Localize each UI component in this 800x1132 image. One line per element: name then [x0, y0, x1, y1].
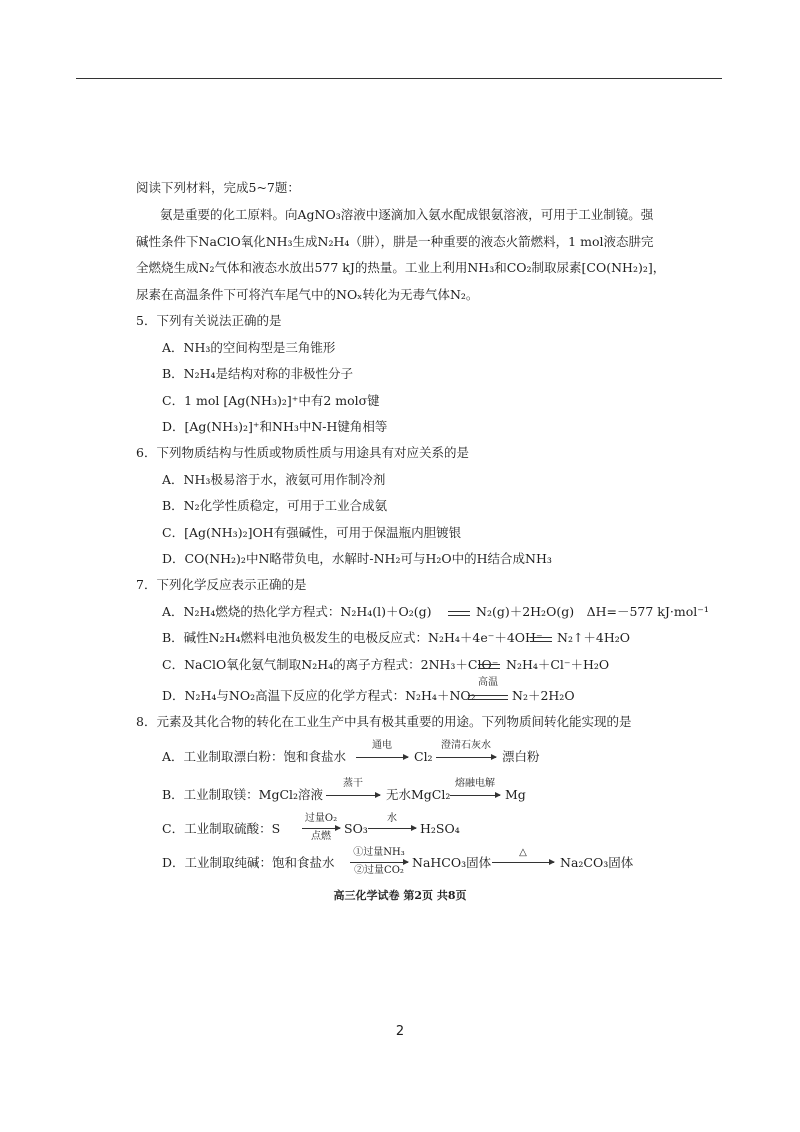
equals-sign — [478, 664, 500, 669]
final-product: Mg — [505, 787, 526, 802]
question-8-option-d: D．工业制取纯碱：饱和食盐水 — [162, 855, 335, 870]
question-7-option-b: B．碱性N₂H₄燃料电池负极发生的电极反应式：N₂H₄＋4e⁻＋4OH⁻ — [162, 630, 543, 645]
question-5-option-a: A．NH₃的空间构型是三角锥形 — [162, 340, 336, 355]
reaction-condition: ①过量NH₃ — [353, 847, 405, 858]
reaction-condition: △ — [519, 847, 527, 858]
final-product: H₂SO₄ — [420, 821, 460, 836]
question-7-option-c-rhs: N₂H₄＋Cl⁻＋H₂O — [506, 657, 610, 672]
reaction-arrow — [350, 862, 408, 863]
intro-paragraph-line: 尿素在高温条件下可将汽车尾气中的NOₓ转化为无毒气体N₂。 — [136, 287, 479, 302]
question-7-option-a-rhs: N₂(g)＋2H₂O(g) ΔH=－577 kJ·mol⁻¹ — [476, 604, 709, 619]
intermediate-product: NaHCO₃固体 — [412, 855, 492, 870]
question-5-option-c: C．1 mol [Ag(NH₃)₂]⁺中有2 molσ键 — [162, 393, 380, 408]
reaction-arrow — [302, 828, 340, 829]
reaction-condition: 澄清石灰水 — [441, 740, 491, 751]
question-7-stem: 7．下列化学反应表示正确的是 — [136, 577, 307, 592]
question-5-stem: 5．下列有关说法正确的是 — [136, 313, 282, 328]
reaction-arrow — [492, 862, 554, 863]
intermediate-product: Cl₂ — [414, 749, 433, 764]
reaction-condition: 通电 — [372, 740, 392, 751]
question-6-option-c: C．[Ag(NH₃)₂]OH有强碱性，可用于保温瓶内胆镀银 — [162, 525, 462, 540]
reaction-arrow — [450, 795, 500, 796]
question-8-option-a: A．工业制取漂白粉：饱和食盐水 — [162, 749, 347, 764]
reaction-arrow — [356, 757, 408, 758]
question-7-option-d: D．N₂H₄与NO₂高温下反应的化学方程式：N₂H₄＋NO₂ — [162, 688, 476, 703]
reaction-condition: 熔融电解 — [455, 778, 495, 789]
question-5-option-d: D．[Ag(NH₃)₂]⁺和NH₃中N-H键角相等 — [162, 419, 388, 434]
equals-sign — [530, 637, 552, 642]
question-5-option-b: B．N₂H₄是结构对称的非极性分子 — [162, 366, 354, 381]
reaction-condition: 点燃 — [311, 831, 331, 842]
intermediate-product: SO₃ — [344, 821, 368, 836]
page-number: 2 — [395, 1024, 405, 1039]
question-6-option-b: B．N₂化学性质稳定，可用于工业合成氨 — [162, 498, 388, 513]
intro-paragraph-line: 碱性条件下NaClO氧化NH₃生成N₂H₄（肼），肼是一种重要的液态火箭燃料，1 mol液态肼完 — [136, 234, 654, 249]
intermediate-product: 无水MgCl₂ — [386, 787, 451, 802]
question-7-option-a: A．N₂H₄燃烧的热化学方程式：N₂H₄(l)＋O₂(g) — [162, 604, 432, 619]
reaction-condition: ②过量CO₂ — [354, 865, 404, 876]
reaction-condition: 过量O₂ — [304, 813, 338, 824]
intro-heading: 阅读下列材料，完成5~7题： — [136, 180, 300, 195]
question-6-option-d: D．CO(NH₂)₂中N略带负电，水解时-NH₂可与H₂O中的H结合成NH₃ — [162, 551, 552, 566]
equals-sign — [448, 611, 470, 616]
question-7-option-b-rhs: N₂↑＋4H₂O — [557, 630, 631, 645]
final-product: 漂白粉 — [502, 749, 540, 764]
reaction-condition: 高温 — [478, 677, 498, 688]
question-6-option-a: A．NH₃极易溶于水，液氨可用作制冷剂 — [162, 472, 386, 487]
question-7-option-c: C．NaClO氧化氨气制取N₂H₄的离子方程式：2NH₃＋ClO⁻ — [162, 657, 499, 672]
intro-paragraph-line: 全燃烧生成N₂气体和液态水放出577 kJ的热量。工业上利用NH₃和CO₂制取尿素[CO(NH₂)₂]， — [136, 260, 666, 275]
question-8-option-c: C．工业制取硫酸：S — [162, 821, 281, 836]
reaction-arrow — [368, 828, 416, 829]
final-product: Na₂CO₃固体 — [560, 855, 634, 870]
question-7-option-d-rhs: N₂＋2H₂O — [512, 688, 575, 703]
top-rule — [76, 78, 722, 79]
intro-paragraph-line: 氨是重要的化工原料。向AgNO₃溶液中逐滴加入氨水配成银氨溶液，可用于工业制镜。强 — [160, 207, 654, 222]
reaction-condition: 水 — [387, 813, 397, 824]
equals-sign — [468, 695, 508, 700]
reaction-condition: 蒸干 — [343, 778, 363, 789]
question-8-stem: 8．元素及其化合物的转化在工业生产中具有极其重要的用途。下列物质间转化能实现的是 — [136, 714, 632, 729]
reaction-arrow — [326, 795, 380, 796]
question-6-stem: 6．下列物质结构与性质或物质性质与用途具有对应关系的是 — [136, 445, 469, 460]
question-8-option-b: B．工业制取镁：MgCl₂溶液 — [162, 787, 324, 802]
page-footer: 高三化学试卷 第2页 共8页 — [333, 889, 467, 902]
reaction-arrow — [436, 757, 496, 758]
